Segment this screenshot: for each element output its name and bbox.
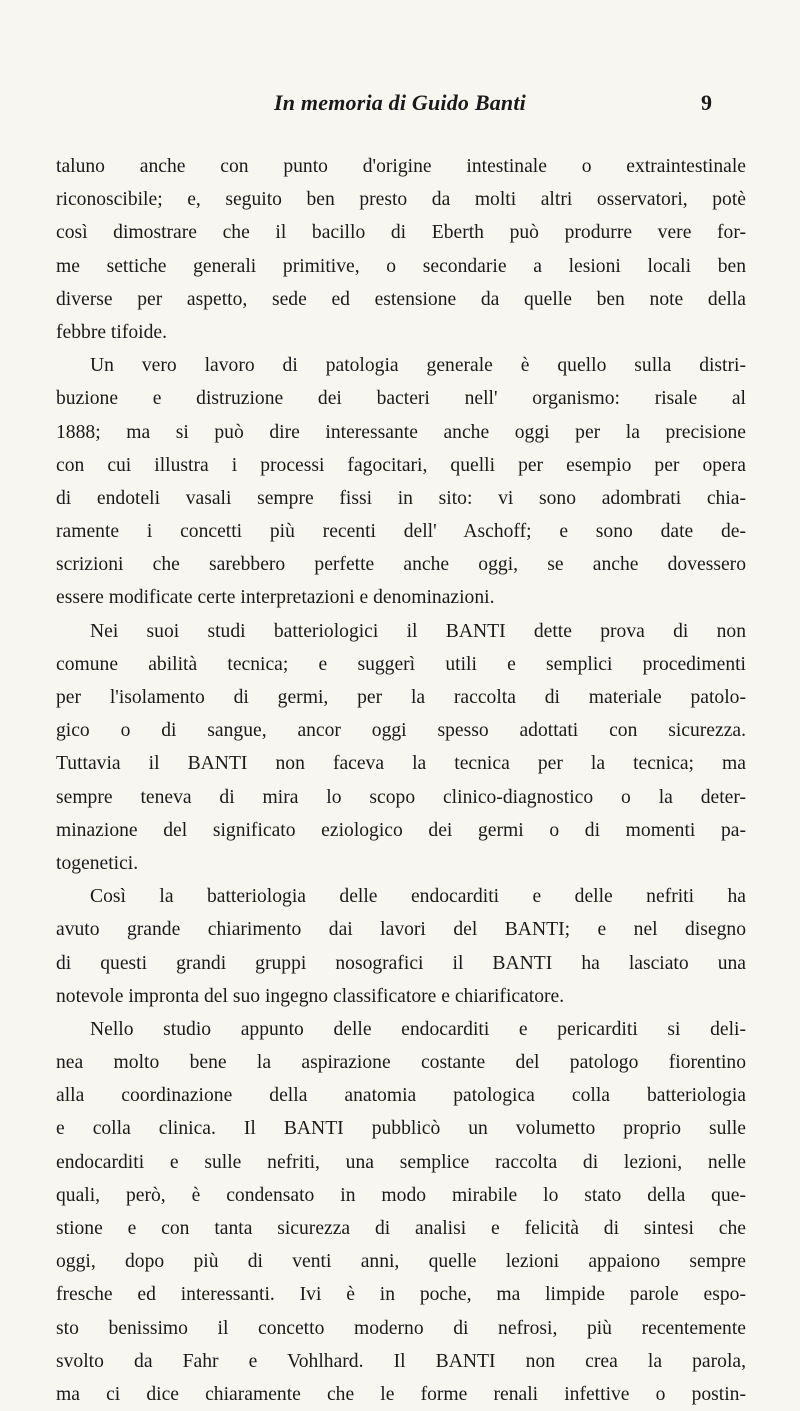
text-line: Così la batteriologia delle endocarditi e delle nefriti ha xyxy=(90,886,746,908)
text-line: endocarditi e sulle nefriti, una semplice raccolta di lezioni, nelle xyxy=(56,1151,746,1173)
text-line: svolto da Fahr e Vohlhard. Il BANTI non crea la parola, xyxy=(56,1350,746,1372)
text-line: di endoteli vasali sempre fissi in sito: vi sono adombrati chia- xyxy=(56,487,746,509)
text-line: sto benissimo il concetto moderno di nefrosi, più recentemente xyxy=(56,1317,746,1339)
text-line: avuto grande chiarimento dai lavori del BANTI; e nel disegno xyxy=(56,919,746,941)
text-line: oggi, dopo più di venti anni, quelle lezioni appaiono sempre xyxy=(56,1251,746,1273)
text-line: buzione e distruzione dei bacteri nell' organismo: risale al xyxy=(56,388,746,410)
text-line: gico o di sangue, ancor oggi spesso adottati con sicurezza. xyxy=(56,720,746,742)
text-line: Tuttavia il BANTI non faceva la tecnica per la tecnica; ma xyxy=(56,753,746,775)
text-line: di questi grandi gruppi nosografici il BANTI ha lasciato una xyxy=(56,952,746,974)
text-line: febbre tifoide. xyxy=(56,321,167,343)
text-line: diverse per aspetto, sede ed estensione da quelle ben note della xyxy=(56,288,746,310)
text-line: nea molto bene la aspirazione costante del patologo fiorentino xyxy=(56,1052,746,1074)
text-line: essere modificate certe interpretazioni e denominazioni. xyxy=(56,587,495,609)
text-line: riconoscibile; e, seguito ben presto da molti altri osservatori, potè xyxy=(56,189,746,211)
text-line: notevole impronta del suo ingegno classificatore e chiarificatore. xyxy=(56,985,565,1007)
running-header xyxy=(0,86,800,126)
text-line: fresche ed interessanti. Ivi è in poche, ma limpide parole espo- xyxy=(56,1284,746,1306)
text-line: taluno anche con punto d'origine intestinale o extraintestinale xyxy=(56,156,746,177)
running-title: In memoria di Guido Banti xyxy=(274,90,526,115)
text-line: così dimostrare che il bacillo di Eberth può produrre vere for- xyxy=(56,222,746,244)
text-line: Nello studio appunto delle endocarditi e pericarditi si deli- xyxy=(90,1018,746,1040)
text-line: 1888; ma si può dire interessante anche oggi per la precisione xyxy=(56,421,746,443)
text-line: Un vero lavoro di patologia generale è quello sulla distri- xyxy=(90,355,746,377)
text-line: minazione del significato eziologico dei germi o di momenti pa- xyxy=(56,819,746,841)
page-number: 9 xyxy=(701,90,712,115)
text-line: ramente i concetti più recenti dell' Aschoff; e sono date de- xyxy=(56,521,746,543)
text-line: con cui illustra i processi fagocitari, quelli per esempio per opera xyxy=(56,454,746,476)
text-line: comune abilità tecnica; e suggerì utili e semplici procedimenti xyxy=(56,653,746,675)
text-line: togenetici. xyxy=(56,852,139,874)
text-line: sempre teneva di mira lo scopo clinico-diagnostico o la deter- xyxy=(56,786,746,808)
body-text xyxy=(56,150,746,1411)
text-line: Nei suoi studi batteriologici il BANTI dette prova di non xyxy=(90,620,746,642)
text-line: me settiche generali primitive, o secondarie a lesioni locali ben xyxy=(56,255,746,277)
text-line: stione e con tanta sicurezza di analisi e felicità di sintesi che xyxy=(56,1218,746,1239)
text-line: scrizioni che sarebbero perfette anche oggi, se anche dovessero xyxy=(56,554,746,576)
text-line: quali, però, è condensato in modo mirabile lo stato della que- xyxy=(56,1184,746,1206)
text-line: ma ci dice chiaramente che le forme renali infettive o postin- xyxy=(56,1383,746,1405)
text-line: alla coordinazione della anatomia patologica colla batteriologia xyxy=(56,1085,746,1107)
text-line: per l'isolamento di germi, per la raccolta di materiale patolo- xyxy=(56,687,746,708)
text-line: e colla clinica. Il BANTI pubblicò un volumetto proprio sulle xyxy=(56,1118,746,1140)
